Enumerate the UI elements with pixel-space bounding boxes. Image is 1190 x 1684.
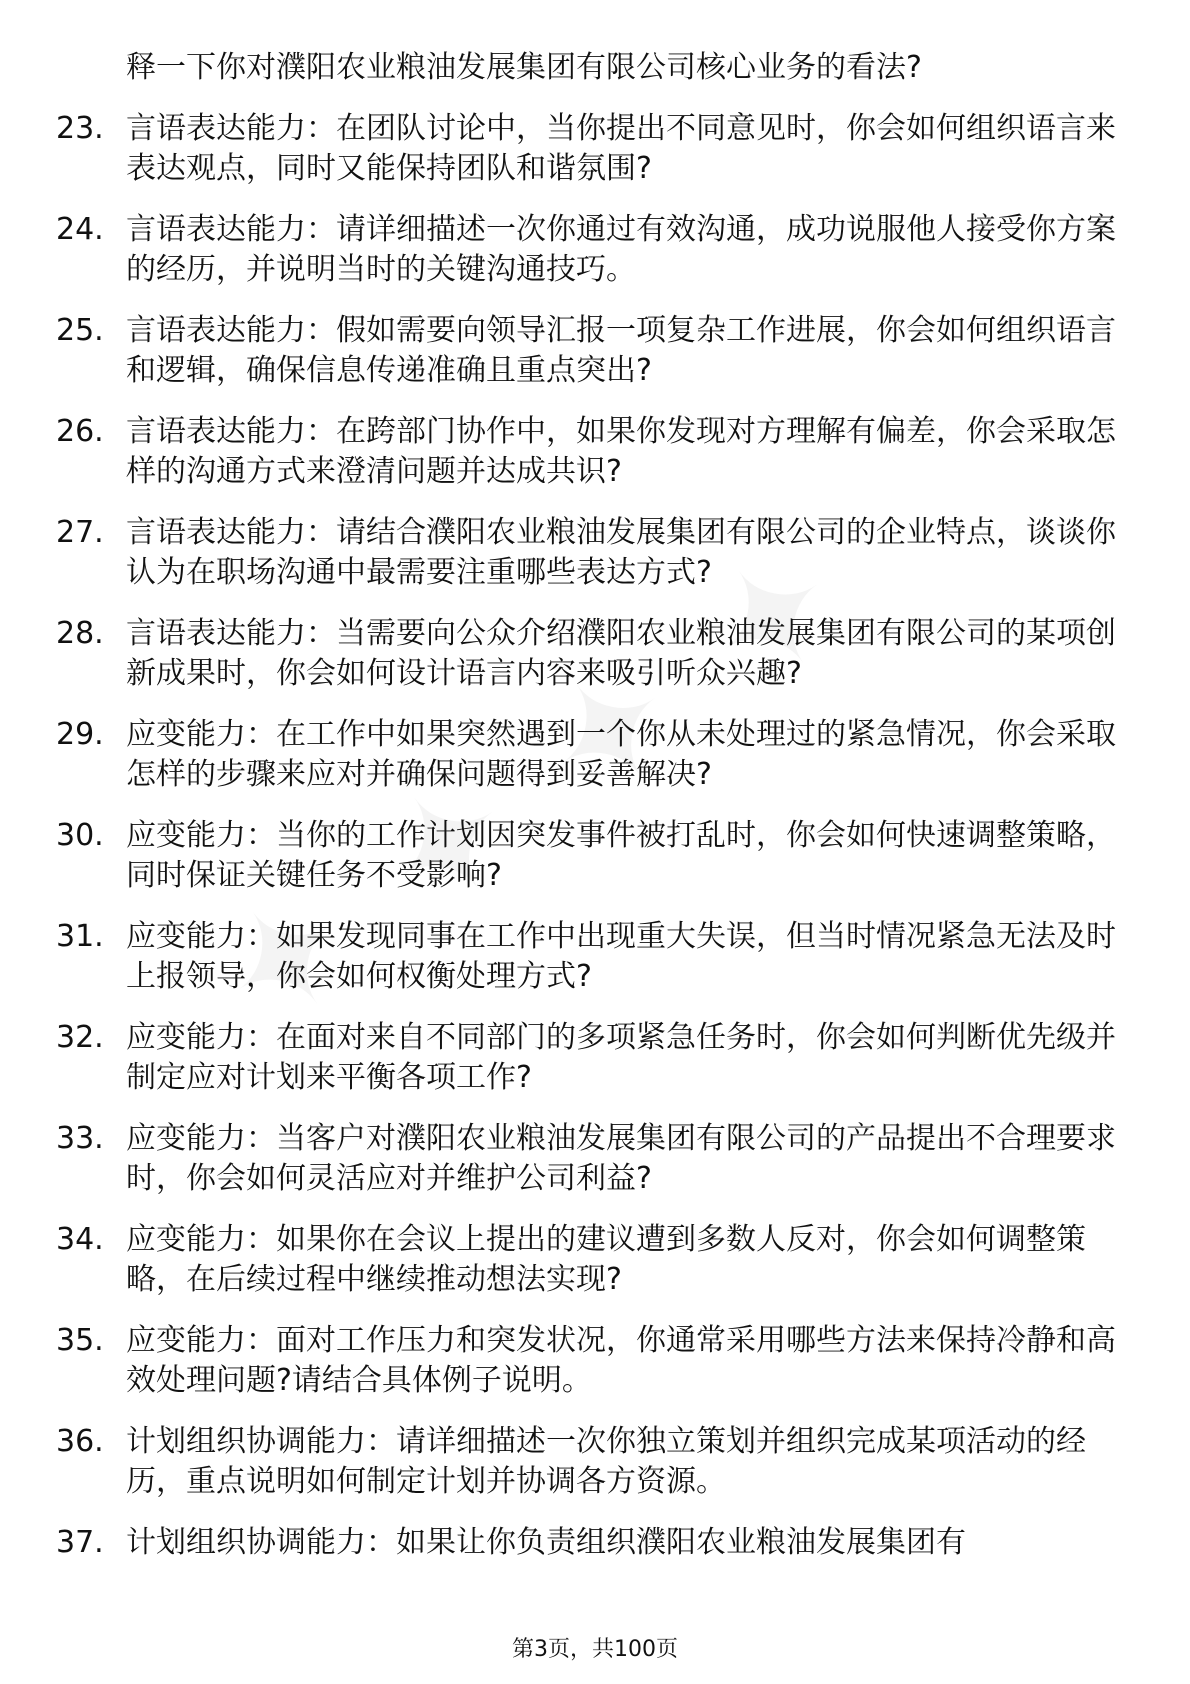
question-number: 30. xyxy=(56,818,104,853)
question-item xyxy=(56,1422,1136,1502)
question-number: 32. xyxy=(56,1020,104,1055)
question-number: 34. xyxy=(56,1222,104,1257)
question-number: 35. xyxy=(56,1323,104,1358)
question-item xyxy=(56,917,1136,997)
continuation-text: 释一下你对濮阳农业粮油发展集团有限公司核心业务的看法? xyxy=(126,50,922,85)
question-text: 应变能力：当客户对濮阳农业粮油发展集团有限公司的产品提出不合理要求时，你会如何灵活应对并维护公司利益? xyxy=(126,1121,1116,1196)
question-item xyxy=(56,412,1136,492)
question-number: 33. xyxy=(56,1121,104,1156)
question-item xyxy=(56,816,1136,896)
question-text: 言语表达能力：在团队讨论中，当你提出不同意见时，你会如何组织语言来表达观点，同时又能保持团队和谐氛围? xyxy=(126,111,1116,186)
question-item xyxy=(56,715,1136,795)
question-item xyxy=(56,1220,1136,1300)
question-text: 言语表达能力：在跨部门协作中，如果你发现对方理解有偏差，你会采取怎样的沟通方式来澄清问题并达成共识? xyxy=(126,414,1116,489)
question-text: 应变能力：当你的工作计划因突发事件被打乱时，你会如何快速调整策略，同时保证关键任务不受影响? xyxy=(126,818,1116,893)
question-item xyxy=(56,210,1136,290)
question-number: 31. xyxy=(56,919,104,954)
question-text: 应变能力：面对工作压力和突发状况，你通常采用哪些方法来保持冷静和高效处理问题?请结合具体例子说明。 xyxy=(126,1323,1116,1398)
question-text: 应变能力：如果发现同事在工作中出现重大失误，但当时情况紧急无法及时上报领导，你会如何权衡处理方式? xyxy=(126,919,1116,994)
question-text: 应变能力：在面对来自不同部门的多项紧急任务时，你会如何判断优先级并制定应对计划来平衡各项工作? xyxy=(126,1020,1116,1095)
question-text: 言语表达能力：请结合濮阳农业粮油发展集团有限公司的企业特点，谈谈你认为在职场沟通中最需要注重哪些表达方式? xyxy=(126,515,1116,590)
question-item xyxy=(56,109,1136,189)
page-footer: 第3页，共100页 xyxy=(512,1637,678,1662)
question-text: 应变能力：如果你在会议上提出的建议遭到多数人反对，你会如何调整策略，在后续过程中继续推动想法实现? xyxy=(126,1222,1086,1297)
question-text: 计划组织协调能力：如果让你负责组织濮阳农业粮油发展集团有 xyxy=(126,1525,966,1560)
question-text: 言语表达能力：当需要向公众介绍濮阳农业粮油发展集团有限公司的某项创新成果时，你会如何设计语言内容来吸引听众兴趣? xyxy=(126,616,1116,691)
question-list xyxy=(56,48,1136,1584)
question-number: 36. xyxy=(56,1424,104,1459)
question-number: 37. xyxy=(56,1525,104,1560)
question-item xyxy=(56,1523,1136,1563)
question-number: 28. xyxy=(56,616,104,651)
question-item xyxy=(56,1119,1136,1199)
question-number: 23. xyxy=(56,111,104,146)
question-text: 应变能力：在工作中如果突然遇到一个你从未处理过的紧急情况，你会采取怎样的步骤来应对并确保问题得到妥善解决? xyxy=(126,717,1116,792)
question-number: 24. xyxy=(56,212,104,247)
question-number: 26. xyxy=(56,414,104,449)
question-item xyxy=(56,1321,1136,1401)
question-item xyxy=(56,311,1136,391)
question-number: 25. xyxy=(56,313,104,348)
question-item xyxy=(56,1018,1136,1098)
question-number: 27. xyxy=(56,515,104,550)
question-number: 29. xyxy=(56,717,104,752)
question-text: 计划组织协调能力：请详细描述一次你独立策划并组织完成某项活动的经历，重点说明如何制定计划并协调各方资源。 xyxy=(126,1424,1086,1499)
question-item xyxy=(56,614,1136,694)
question-text: 言语表达能力：请详细描述一次你通过有效沟通，成功说服他人接受你方案的经历，并说明当时的关键沟通技巧。 xyxy=(126,212,1116,287)
question-text: 言语表达能力：假如需要向领导汇报一项复杂工作进展，你会如何组织语言和逻辑，确保信息传递准确且重点突出? xyxy=(126,313,1116,388)
question-item xyxy=(56,513,1136,593)
